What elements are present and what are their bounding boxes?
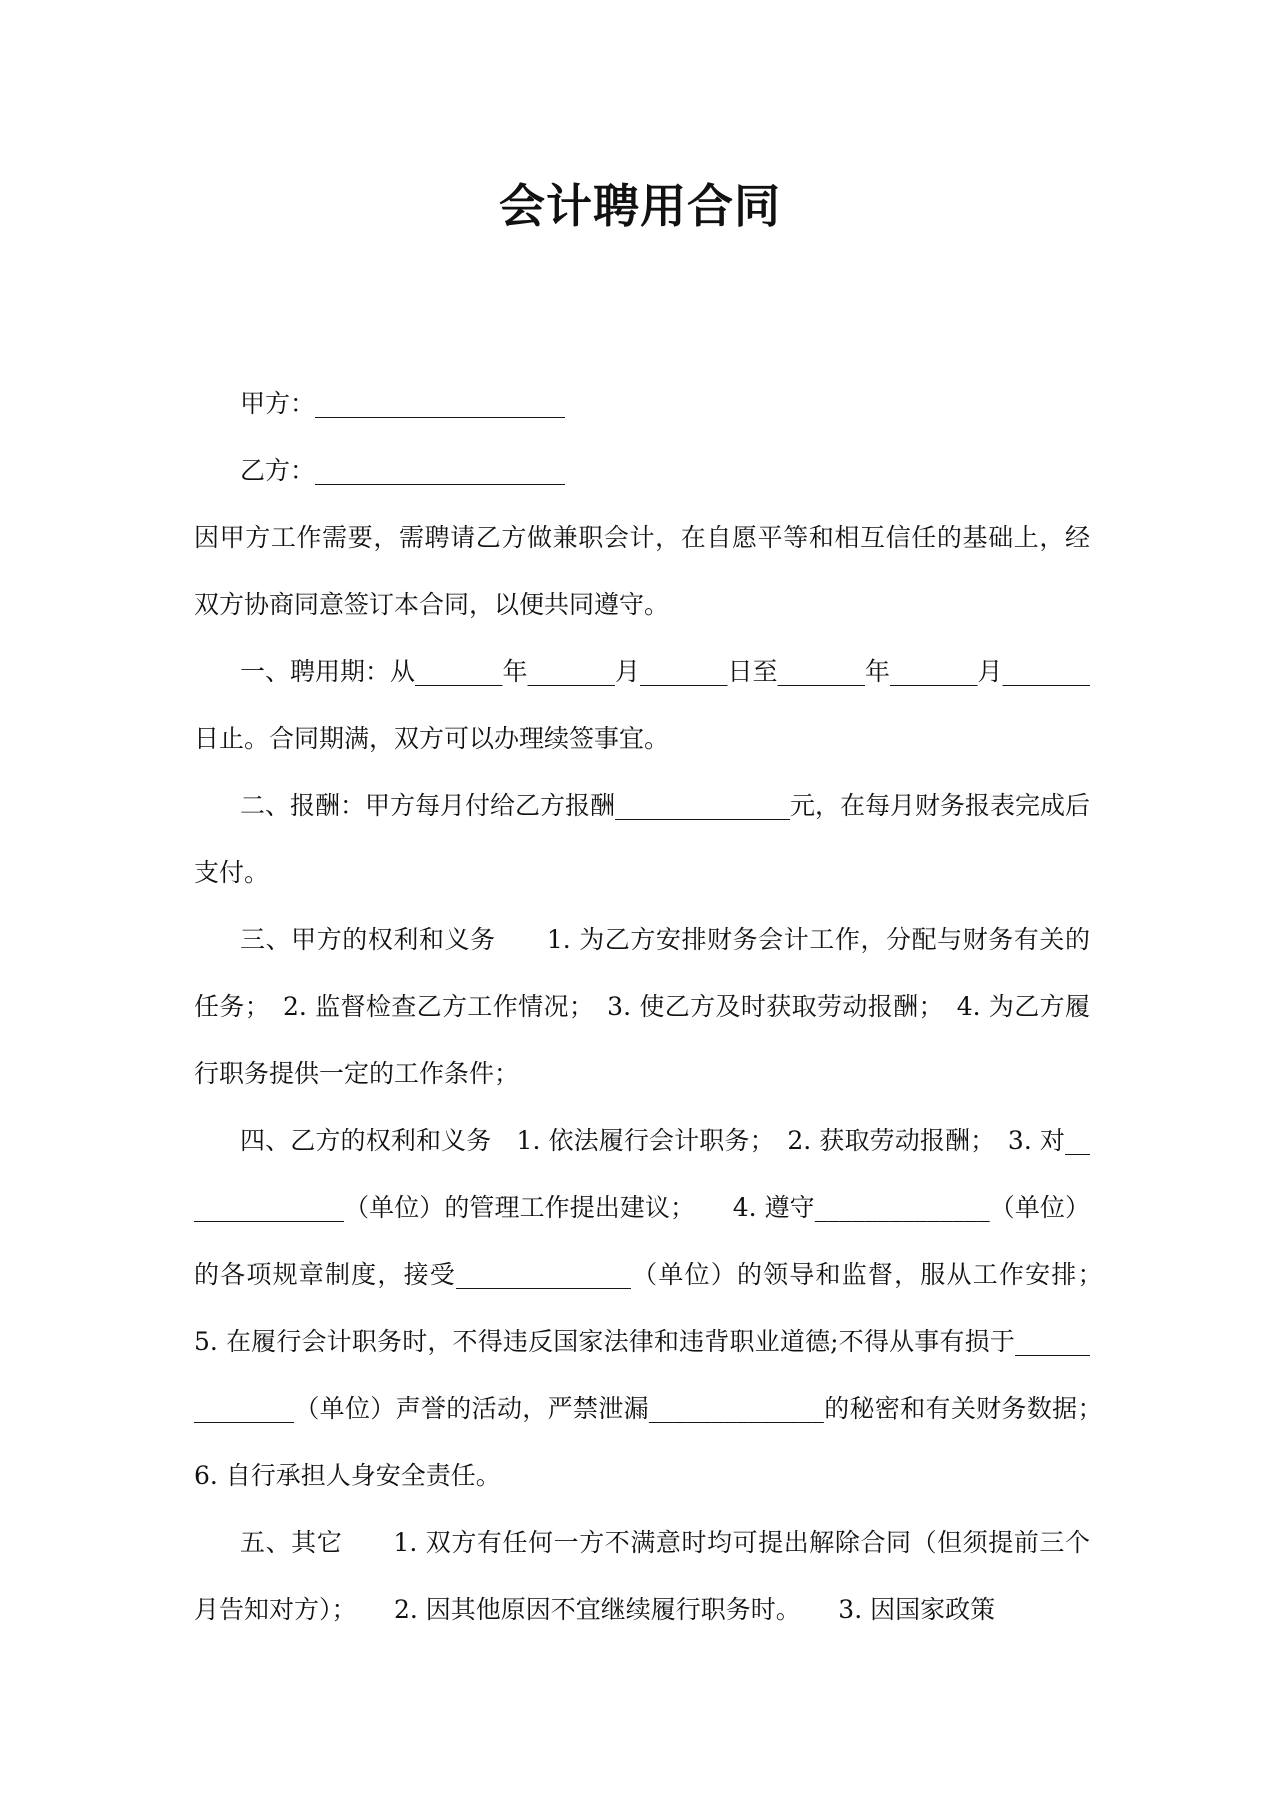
clause-remuneration: 二、报酬：甲方每月付给乙方报酬______________元，在每月财务报表完成后支付。 bbox=[194, 791, 1091, 887]
clause-employment-period: 一、聘用期：从_______年_______月_______日至_______年_______月_______日止。合同期满，双方可以办理续签事宜。 bbox=[194, 657, 1091, 753]
party-b-line: 乙方：____________________ bbox=[240, 456, 566, 485]
preamble-paragraph: 因甲方工作需要，需聘请乙方做兼职会计，在自愿平等和相互信任的基础上，经双方协商同意签订本合同，以便共同遵守。 bbox=[194, 523, 1090, 619]
document-body bbox=[194, 370, 1141, 1643]
party-a-line: 甲方：____________________ bbox=[240, 389, 566, 418]
clause-party-a-rights: 三、甲方的权利和义务 1. 为乙方安排财务会计工作，分配与财务有关的任务； 2. 监督检查乙方工作情况； 3. 使乙方及时获取劳动报酬； 4. 为乙方履行职务提供一定的工作条件； bbox=[194, 925, 1090, 1088]
document-title: 会计聘用合同 bbox=[499, 179, 781, 233]
clause-party-b-rights: 四、乙方的权利和义务 1. 依法履行会计职务； 2. 获取劳动报酬； 3. 对______________（单位）的管理工作提出建议； 4. 遵守______________（单位）的各项规章制度，接受______________（单位）的领导和监督，服从工作安排； 5. 在履行会计职务时，不得违反国家法律和违背职业道德;不得从事有损于______________（单位）声誉的活动，严禁泄漏______________的秘密和有关财务数据； 6. 自行承担人身安全责任。 bbox=[194, 1126, 1141, 1490]
clause-other: 五、其它 1. 双方有任何一方不满意时均可提出解除合同（但须提前三个月告知对方）； 2. 因其他原因不宜继续履行职务时。 3. 因国家政策 bbox=[194, 1528, 1090, 1624]
